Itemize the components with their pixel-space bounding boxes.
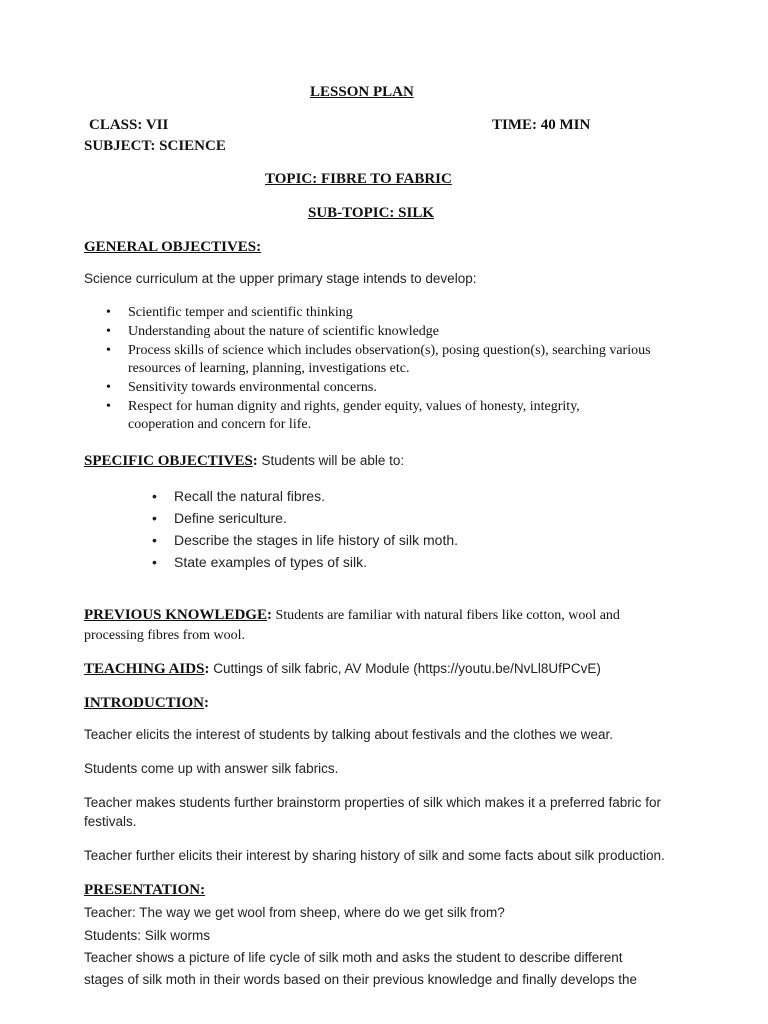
- introduction-paragraph-4: Teacher further elicits their interest by sharing history of silk and some facts about silk production.: [84, 848, 665, 863]
- specific-objectives-heading: SPECIFIC OBJECTIVES: [84, 453, 253, 469]
- introduction-paragraph-1: Teacher elicits the interest of students by talking about festivals and the clothes we wear.: [84, 727, 614, 742]
- previous-knowledge-line2: processing fibres from wool.: [84, 628, 245, 643]
- previous-knowledge-heading: PREVIOUS KNOWLEDGE: [84, 607, 267, 623]
- general-objectives-list: [104, 304, 664, 434]
- specific-objectives-colon: :: [252, 453, 258, 469]
- subject-label: SUBJECT: SCIENCE: [84, 138, 226, 154]
- introduction-paragraph-2: Students come up with answer silk fabrics.: [84, 761, 339, 776]
- list-item: • State examples of types of silk.: [150, 553, 610, 571]
- lesson-plan-title: LESSON PLAN: [310, 84, 414, 100]
- previous-knowledge-line1: [84, 606, 620, 625]
- subtopic-heading: SUB-TOPIC: SILK: [308, 205, 435, 221]
- presentation-heading: PRESENTATION:: [84, 882, 206, 898]
- topic-heading: TOPIC: FIBRE TO FABRIC: [265, 171, 452, 187]
- presentation-line-4: stages of silk moth in their words based on their previous knowledge and finally develops the: [84, 972, 638, 987]
- introduction-line: [84, 694, 209, 712]
- specific-objectives-line: [84, 452, 404, 470]
- teaching-aids-colon: :: [204, 661, 210, 677]
- list-item: • Recall the natural fibres.: [150, 487, 610, 505]
- teaching-aids-text: Cuttings of silk fabric, AV Module (https://youtu.be/NvLl8UfPCvE): [209, 661, 601, 676]
- list-item: • Scientific temper and scientific thinking: [104, 304, 664, 322]
- teaching-aids-line: [84, 660, 601, 678]
- list-item: • Understanding about the nature of scientific knowledge: [104, 323, 664, 341]
- introduction-colon: :: [204, 695, 210, 711]
- specific-objectives-intro: Students will be able to:: [257, 453, 405, 468]
- introduction-paragraph-3-line1: Teacher makes students further brainstorm properties of silk which makes it a preferred fabric for: [84, 795, 661, 810]
- list-item: • Process skills of science which includes observation(s), posing question(s), searching various resources of learning, planning, investigations etc.: [104, 342, 658, 378]
- teaching-aids-heading: TEACHING AIDS: [84, 661, 205, 677]
- presentation-line-1: Teacher: The way we get wool from sheep, where do we get silk from?: [84, 905, 505, 920]
- time-label: TIME: 40 MIN: [492, 117, 591, 133]
- previous-knowledge-text: Students are familiar with natural fibers like cotton, wool and: [271, 608, 620, 623]
- specific-objectives-list: [150, 487, 610, 571]
- introduction-paragraph-3-line2: festivals.: [84, 814, 137, 829]
- presentation-line-2: Students: Silk worms: [84, 928, 211, 943]
- introduction-heading: INTRODUCTION: [84, 695, 205, 711]
- class-label: CLASS: VII: [89, 117, 169, 133]
- previous-knowledge-colon: :: [266, 607, 272, 623]
- general-objectives-heading: GENERAL OBJECTIVES:: [84, 239, 262, 255]
- list-item: • Respect for human dignity and rights, gender equity, values of honesty, integrity, cooperation and concern for life.: [104, 398, 628, 434]
- general-objectives-intro: Science curriculum at the upper primary stage intends to develop:: [84, 271, 477, 286]
- list-item: • Describe the stages in life history of silk moth.: [150, 531, 610, 549]
- presentation-line-3: Teacher shows a picture of life cycle of silk moth and asks the student to describe different: [84, 950, 623, 965]
- list-item: • Sensitivity towards environmental concerns.: [104, 379, 664, 397]
- list-item: • Define sericulture.: [150, 509, 610, 527]
